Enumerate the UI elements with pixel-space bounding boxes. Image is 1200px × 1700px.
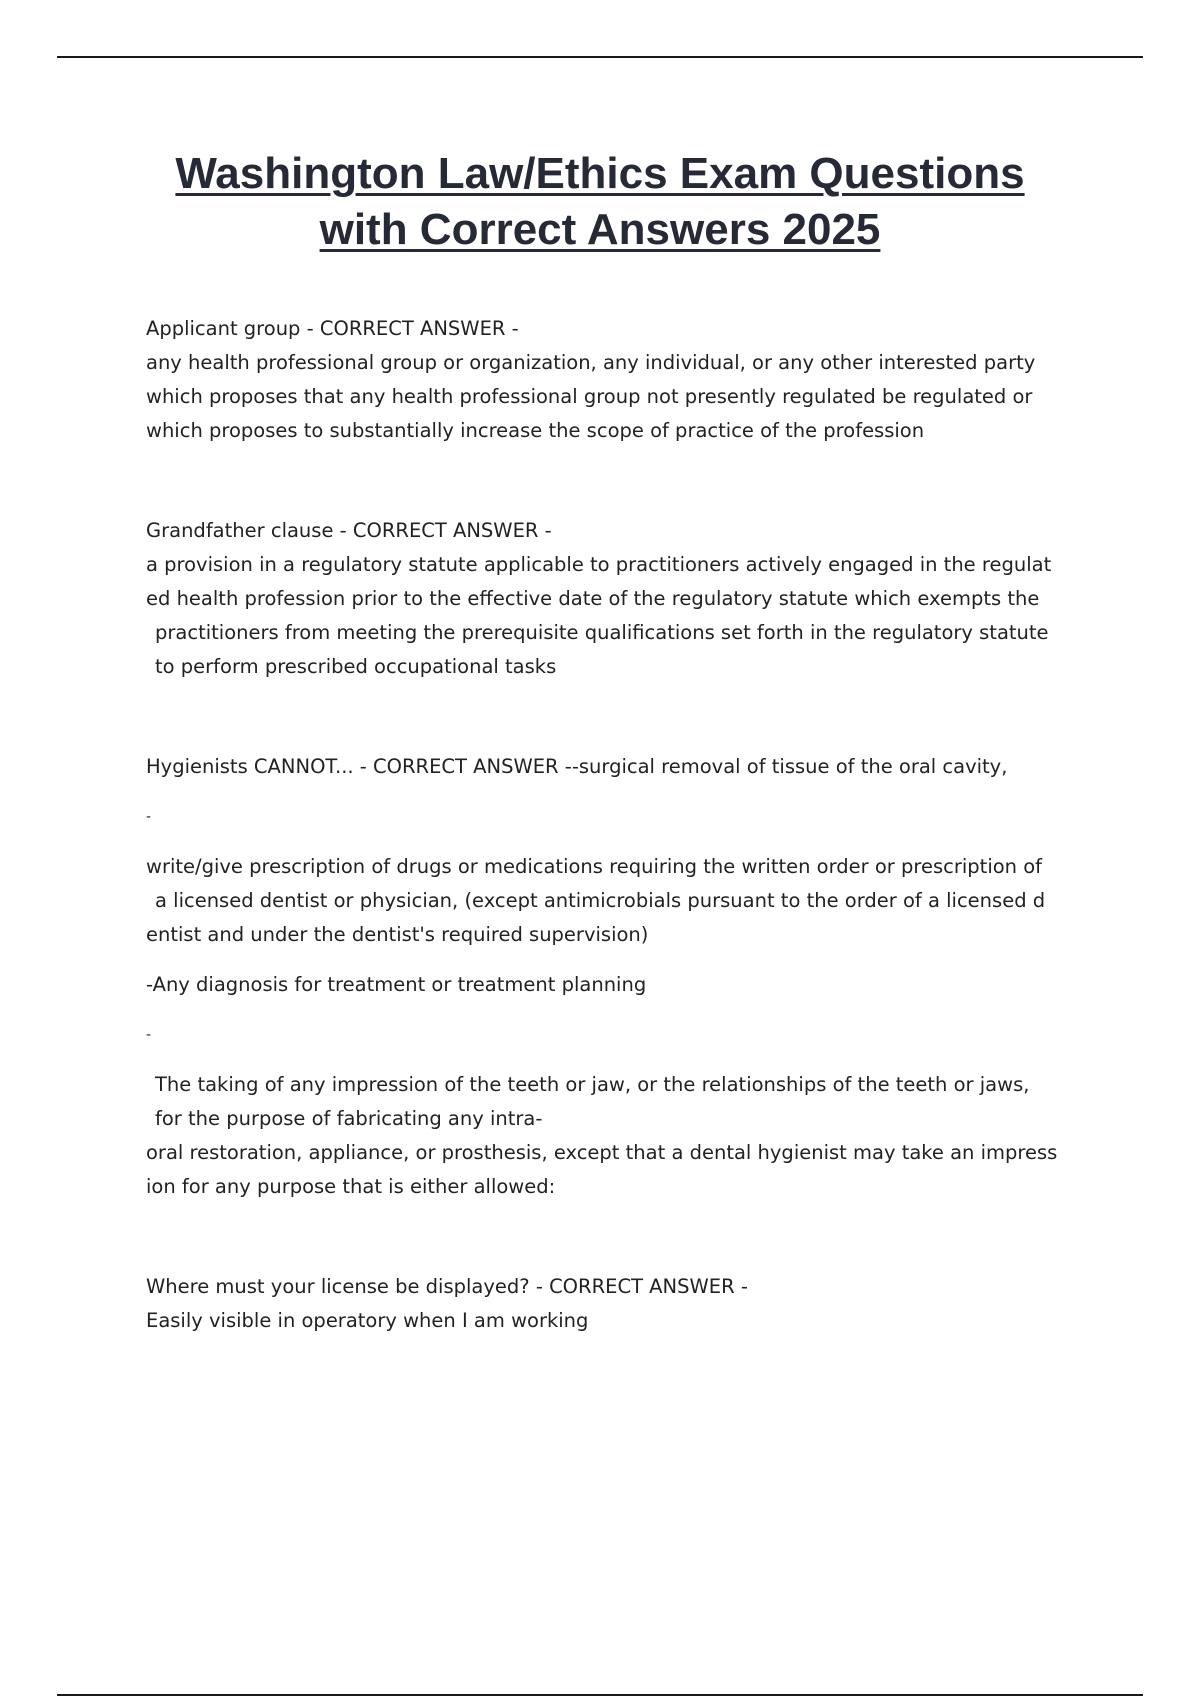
title-line-2: with Correct Answers 2025 [319,205,881,254]
qa-content [146,312,1096,1338]
answer-line: entist and under the dentist's required supervision) [146,923,649,946]
question: Hygienists CANNOT... - CORRECT ANSWER --surgical removal of tissue of the oral cavity, [146,755,1008,778]
qa-item-hygienists-cannot [146,750,1096,1204]
answer-line: a licensed dentist or physician, (except antimicrobials pursuant to the order of a licensed d [155,889,1046,912]
bottom-rule [57,1694,1143,1696]
answer-line: any health professional group or organization, any individual, or any other interested party [146,351,1036,374]
question: Applicant group - CORRECT ANSWER - [146,317,519,340]
answer-line: to perform prescribed occupational tasks [155,655,557,678]
answer-line: Easily visible in operatory when I am working [146,1309,589,1332]
answer-line: oral restoration, appliance, or prosthesis, except that a dental hygienist may take an impress [146,1141,1058,1164]
qa-item-grandfather-clause [146,514,1096,684]
document-title [140,146,1060,258]
dash-line: - [146,1027,152,1043]
answer-line: write/give prescription of drugs or medications requiring the written order or prescription of [146,855,1043,878]
top-rule [57,56,1143,58]
answer-line: which proposes to substantially increase the scope of practice of the profession [146,419,925,442]
dash-line: - [146,809,152,825]
question: Grandfather clause - CORRECT ANSWER - [146,519,552,542]
answer-line: for the purpose of fabricating any intra- [155,1107,543,1130]
answer-line: practitioners from meeting the prerequisite qualifications set forth in the regulatory statute [155,621,1049,644]
answer-line: ed health profession prior to the effective date of the regulatory statute which exempts the [146,587,1040,610]
answer-line: The taking of any impression of the teeth or jaw, or the relationships of the teeth or jaws, [155,1073,1030,1096]
answer-line: ion for any purpose that is either allowed: [146,1175,556,1198]
qa-item-license-display [146,1270,1096,1338]
answer-line: -Any diagnosis for treatment or treatment planning [146,973,647,996]
title-line-1: Washington Law/Ethics Exam Questions [175,149,1025,198]
question: Where must your license be displayed? - CORRECT ANSWER - [146,1275,748,1298]
answer-line: a provision in a regulatory statute applicable to practitioners actively engaged in the regulat [146,553,1052,576]
qa-item-applicant-group [146,312,1096,448]
answer-line: which proposes that any health professional group not presently regulated be regulated or [146,385,1033,408]
